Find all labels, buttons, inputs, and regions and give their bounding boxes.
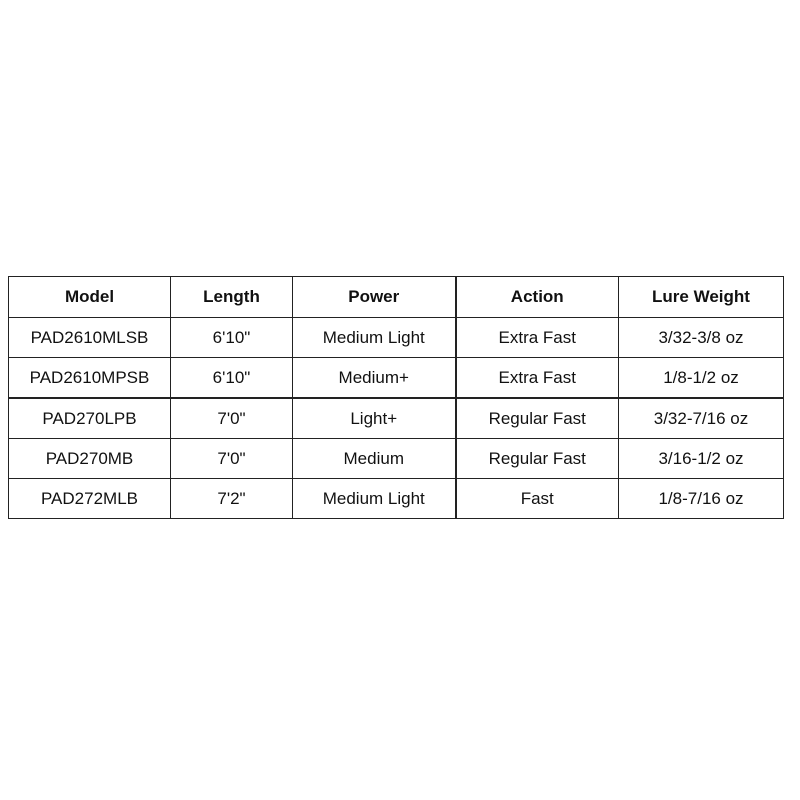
- cell-action: Regular Fast: [456, 398, 619, 439]
- cell-power: Medium: [293, 439, 456, 479]
- cell-action: Extra Fast: [456, 318, 619, 358]
- cell-length: 7'2": [171, 479, 293, 519]
- header-row: [9, 277, 784, 318]
- cell-model: PAD2610MLSB: [9, 318, 171, 358]
- cell-lure-weight: 1/8-7/16 oz: [619, 479, 784, 519]
- cell-model: PAD270LPB: [9, 398, 171, 439]
- cell-power: Medium+: [293, 358, 456, 399]
- cell-model: PAD272MLB: [9, 479, 171, 519]
- table-row: [9, 358, 784, 399]
- cell-lure-weight: 1/8-1/2 oz: [619, 358, 784, 399]
- cell-length: 7'0": [171, 398, 293, 439]
- cell-length: 6'10": [171, 358, 293, 399]
- cell-model: PAD2610MPSB: [9, 358, 171, 399]
- header-power: Power: [293, 277, 456, 318]
- table-header: [9, 277, 784, 318]
- cell-length: 7'0": [171, 439, 293, 479]
- cell-length: 6'10": [171, 318, 293, 358]
- header-lure-weight: Lure Weight: [619, 277, 784, 318]
- cell-action: Extra Fast: [456, 358, 619, 399]
- table-row: [9, 439, 784, 479]
- rod-spec-table: [8, 276, 784, 519]
- table-row: [9, 398, 784, 439]
- cell-power: Medium Light: [293, 318, 456, 358]
- cell-lure-weight: 3/32-7/16 oz: [619, 398, 784, 439]
- cell-action: Fast: [456, 479, 619, 519]
- cell-power: Light+: [293, 398, 456, 439]
- cell-action: Regular Fast: [456, 439, 619, 479]
- cell-lure-weight: 3/16-1/2 oz: [619, 439, 784, 479]
- header-action: Action: [456, 277, 619, 318]
- cell-lure-weight: 3/32-3/8 oz: [619, 318, 784, 358]
- header-model: Model: [9, 277, 171, 318]
- cell-model: PAD270MB: [9, 439, 171, 479]
- table-row: [9, 318, 784, 358]
- cell-power: Medium Light: [293, 479, 456, 519]
- table-body: [9, 318, 784, 519]
- table-row: [9, 479, 784, 519]
- header-length: Length: [171, 277, 293, 318]
